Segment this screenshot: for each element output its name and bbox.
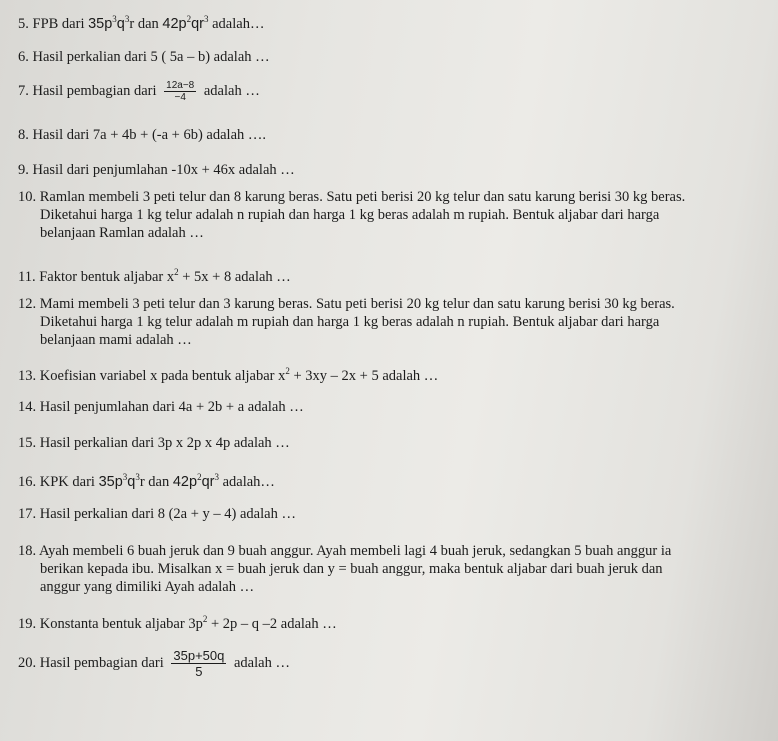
question-16: 16. KPK dari $35p^3q^3r$ dan $42p^2qr^3$ adalah…	[18, 472, 275, 490]
question-10: 10. Ramlan membeli 3 peti telur dan 8 karung beras. Satu peti berisi 20 kg telur dan satu karung berisi 30 kg beras. Diketahui harga 1 kg telur adalah n rupiah dan harga 1 kg beras adalah m rupiah. Bentuk aljabar dari harga belanjaan Ramlan adalah …	[18, 189, 686, 241]
question-18: 18. Ayah membeli 6 buah jeruk dan 9 buah anggur. Ayah membeli lagi 4 buah jeruk, sedangkan 5 buah anggur ia berikan kepada ibu. Misalkan x = buah jeruk dan y = buah anggur, maka bentuk aljabar dari buah jeruk dan anggur yang dimiliki Ayah adalah …	[18, 543, 672, 595]
question-8: 8. Hasil dari 7a + 4b + (-a + 6b) adalah ….	[18, 127, 267, 143]
question-5: 5. FPB dari $35p^3q^3r$ dan $42p^2qr^3$ adalah…	[18, 14, 265, 32]
question-9: 9. Hasil dari penjumlahan -10x + 46x adalah …	[18, 162, 295, 178]
question-19: 19. Konstanta bentuk aljabar $3p^2 + 2p - q$ –2 adalah …	[18, 614, 337, 632]
question-6: 6. Hasil perkalian dari 5 ( 5a – b) adalah …	[18, 49, 270, 65]
question-text: Hasil perkalian dari 5 ( 5a – b) adalah …	[32, 49, 270, 65]
question-7: 7. Hasil pembagian dari $\frac{12a-8}{-4}$ adalah …	[18, 80, 260, 103]
question-14: 14. Hasil penjumlahan dari 4a + 2b + a adalah …	[18, 399, 304, 415]
question-11: 11. Faktor bentuk aljabar $x^2 + 5x + 8$ adalah …	[18, 267, 291, 285]
question-13: 13. Koefisian variabel x pada bentuk aljabar $x^2 + 3xy - 2x + 5$ adalah …	[18, 366, 439, 384]
question-17: 17. Hasil perkalian dari 8 (2a + y – 4) adalah …	[18, 506, 296, 522]
question-20: 20. Hasil pembagian dari $\frac{35p+50q}{5}$ adalah …	[18, 648, 290, 679]
question-12: 12. Mami membeli 3 peti telur dan 3 karung beras. Satu peti berisi 20 kg telur dan satu karung berisi 30 kg beras. Diketahui harga 1 kg telur adalah m rupiah dan harga 1 kg beras adalah n rupiah. Bentuk aljabar dari harga belanjaan mami adalah …	[18, 296, 675, 348]
fraction: $\frac{35p+50q}{5}$	[173, 648, 225, 679]
question-number: 5.	[18, 15, 29, 32]
fraction: $\frac{12a-8}{-4}$	[166, 80, 195, 103]
question-15: 15. Hasil perkalian dari 3p x 2p x 4p adalah …	[18, 435, 290, 451]
